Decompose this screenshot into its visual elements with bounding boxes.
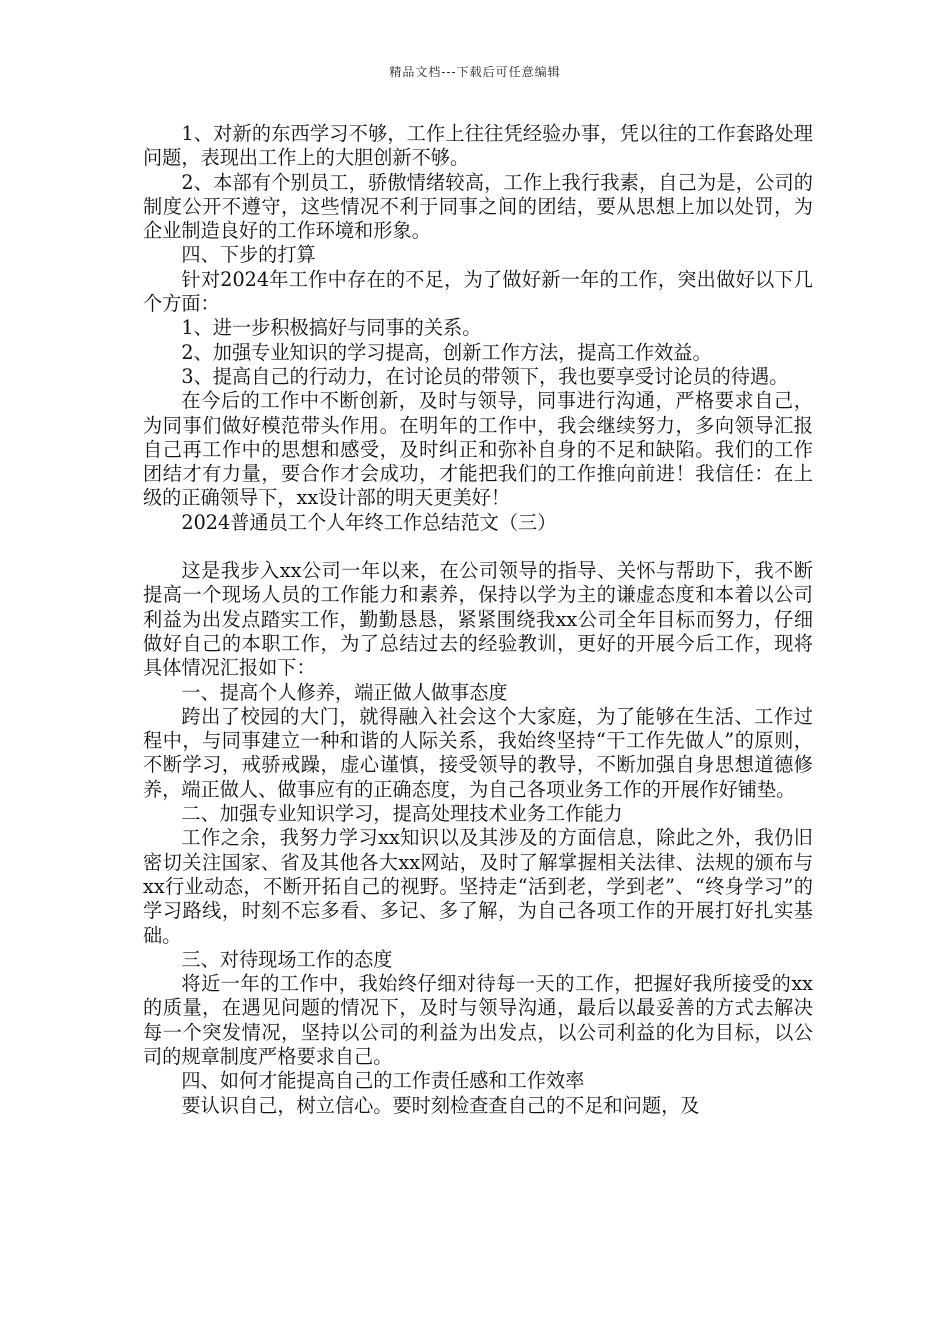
paragraph: 工作之余，我努力学习xx知识以及其涉及的方面信息，除此之外，我仍旧密切关注国家、省及其他各大xx网站，及时了解掌握相关法律、法规的颁布与xx行业动态，不断开拓自己的视野。坚持走“活到老，学到老”、“终身学习”的学习路线，时刻不忘多看、多记、多了解，为自己各项工作的开展打好扎实基础。 xyxy=(143,826,813,947)
page-header: 精品文档---下载后可任意编辑 xyxy=(389,65,561,79)
paragraph: 1、对新的东西学习不够，工作上往往凭经验办事，凭以往的工作套路处理问题，表现出工作上的大胆创新不够。 xyxy=(143,122,813,170)
section-heading: 四、下步的打算 xyxy=(181,243,316,267)
paragraph: 2、本部有个别员工，骄傲情绪较高，工作上我行我素，自己为是，公司的制度公开不遵守，这些情况不利于同事之间的团结，要从思想上加以处罚，为企业制造良好的工作环境和形象。 xyxy=(143,170,813,243)
document-title: 2024普通员工个人年终工作总结范文（三） xyxy=(181,510,557,534)
list-item: 2、加强专业知识的学习提高，创新工作方法，提高工作效益。 xyxy=(181,340,712,364)
list-item: 3、提高自己的行动力，在讨论员的带领下，我也要享受讨论员的待遇。 xyxy=(181,364,789,388)
section-heading: 一、提高个人修养，端正做人做事态度 xyxy=(181,680,508,704)
section-heading: 二、加强专业知识学习，提高处理技术业务工作能力 xyxy=(181,802,623,826)
paragraph: 要认识自己，树立信心。要时刻检查查自己的不足和问题，及 xyxy=(181,1093,700,1117)
section-heading: 三、对待现场工作的态度 xyxy=(181,947,393,971)
paragraph: 这是我步入xx公司一年以来，在公司领导的指导、关怀与帮助下，我不断提高一个现场人员的工作能力和素养，保持以学为主的谦虚态度和本着以公司利益为出发点踏实工作，勤勤恳恳，紧紧围绕我xx公司全年目标而努力，仔细做好自己的本职工作，为了总结过去的经验教训，更好的开展今后工作，现将具体情况汇报如下： xyxy=(143,559,813,680)
blank-line xyxy=(143,535,813,559)
section-heading: 四、如何才能提高自己的工作责任感和工作效率 xyxy=(181,1069,585,1093)
paragraph: 跨出了校园的大门，就得融入社会这个大家庭，为了能够在生活、工作过程中，与同事建立一种和谐的人际关系，我始终坚持“干工作先做人”的原则，不断学习，戒骄戒躁，虚心谨慎，接受领导的教导，不断加强自身思想道德修养，端正做人、做事应有的正确态度，为自己各项业务工作的开展作好铺垫。 xyxy=(143,704,813,801)
paragraph: 针对2024年工作中存在的不足，为了做好新一年的工作，突出做好以下几个方面： xyxy=(143,267,813,316)
document-body xyxy=(143,122,813,1118)
list-item: 1、进一步积极搞好与同事的关系。 xyxy=(181,316,482,340)
paragraph: 将近一年的工作中，我始终仔细对待每一天的工作，把握好我所接受的xx的质量，在遇见问题的情况下，及时与领导沟通，最后以最妥善的方式去解决每一个突发情况，坚持以公司的利益为出发点，以公司利益的化为目标，以公司的规章制度严格要求自己。 xyxy=(143,972,813,1068)
paragraph: 在今后的工作中不断创新，及时与领导，同事进行沟通，严格要求自己，为同事们做好模范带头作用。在明年的工作中，我会继续努力，多向领导汇报自己再工作中的思想和感受，及时纠正和弥补自身的不足和缺陷。我们的工作团结才有力量，要合作才会成功，才能把我们的工作推向前进！我信任：在上级的正确领导下，xx设计部的明天更美好！ xyxy=(143,389,813,510)
